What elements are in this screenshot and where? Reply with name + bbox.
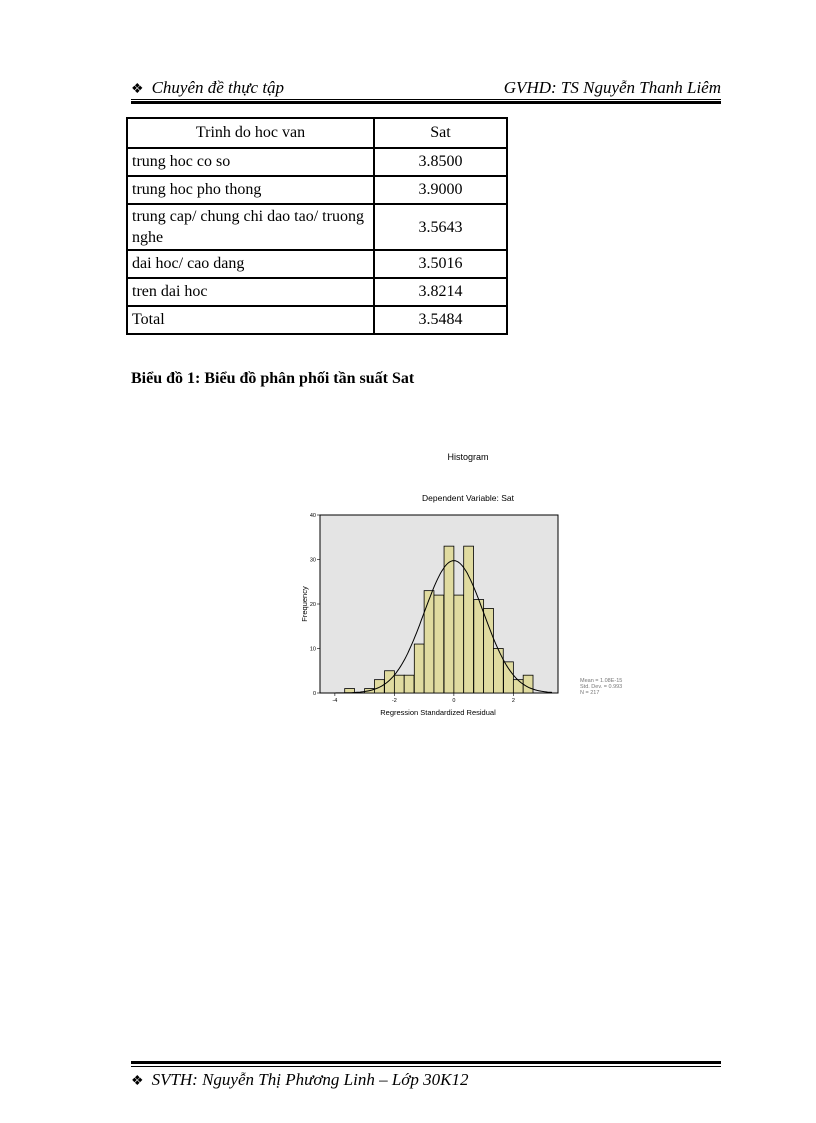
education-sat-table [126, 117, 508, 335]
histogram-bar [454, 595, 464, 693]
x-axis-label: Regression Standardized Residual [380, 708, 496, 717]
table-cell-label: dai hoc/ cao dang [127, 250, 374, 278]
table-row [127, 250, 507, 278]
chart-stats [580, 678, 622, 696]
table-cell-value: 3.5643 [374, 204, 507, 250]
diamond-bullet-icon: ❖ [131, 82, 144, 97]
header-supervisor: GVHD: TS Nguyễn Thanh Liêm [503, 78, 721, 97]
footer-rule-thick [131, 1061, 721, 1064]
x-tick-label: 2 [511, 698, 515, 704]
footer-rule-thin [131, 1066, 721, 1067]
x-axis-ticks [332, 693, 514, 704]
header-rule-thin [131, 99, 721, 100]
y-axis-ticks [310, 513, 320, 697]
table-header-sat: Sat [374, 118, 507, 148]
stat-mean: Mean = 1.08E-15 [580, 678, 623, 684]
table-cell-label: Total [127, 306, 374, 334]
table-cell-value: 3.5016 [374, 250, 507, 278]
histogram-bar [523, 675, 533, 693]
histogram-bar [474, 600, 484, 693]
table-row [127, 148, 507, 176]
diamond-bullet-icon: ❖ [131, 1074, 144, 1089]
header-title: Chuyên đề thực tập [151, 78, 285, 97]
table-header-education: Trinh do hoc van [127, 118, 374, 148]
chart-subtitle: Dependent Variable: Sat [422, 493, 514, 503]
table-cell-value: 3.8214 [374, 278, 507, 306]
table-cell-label: trung hoc co so [127, 148, 374, 176]
histogram-bar [385, 671, 395, 693]
footer-author: SVTH: Nguyễn Thị Phương Linh – Lớp 30K12 [151, 1070, 469, 1089]
histogram-bar [404, 675, 414, 693]
histogram-bar [504, 662, 514, 693]
table-cell-value: 3.9000 [374, 176, 507, 204]
table-header-row [127, 118, 507, 148]
table-row [127, 306, 507, 334]
histogram-chart [290, 445, 640, 725]
table-row [127, 278, 507, 306]
y-tick-label: 0 [312, 691, 316, 697]
histogram-bar [434, 595, 444, 693]
histogram-bar [374, 680, 384, 693]
table-cell-value: 3.8500 [374, 148, 507, 176]
y-tick-label: 40 [309, 513, 316, 519]
x-tick-label: 0 [452, 698, 456, 704]
header-left [131, 78, 284, 98]
chart-title: Histogram [447, 452, 489, 462]
histogram-bar [484, 608, 494, 693]
histogram-bar [394, 675, 404, 693]
chart-caption: Biểu đồ 1: Biểu đồ phân phối tần suất Sat [131, 370, 415, 387]
histogram-bar [444, 546, 454, 693]
histogram-bar [493, 649, 503, 694]
table-row [127, 204, 507, 250]
x-tick-label: -2 [391, 698, 397, 704]
stat-n: N = 217 [580, 690, 600, 696]
table-cell-value: 3.5484 [374, 306, 507, 334]
histogram-bar [414, 644, 424, 693]
y-tick-label: 30 [309, 557, 316, 564]
y-tick-label: 10 [309, 646, 316, 653]
histogram-bar [424, 591, 434, 693]
table-row [127, 176, 507, 204]
histogram-bar [513, 680, 523, 693]
table-cell-label: trung hoc pho thong [127, 176, 374, 204]
x-tick-label: -4 [332, 698, 338, 704]
page-footer [131, 1070, 468, 1090]
table-cell-label: tren dai hoc [127, 278, 374, 306]
stat-std-dev: Std. Dev. = 0.993 [580, 684, 623, 690]
y-axis-label: Frequency [300, 586, 309, 622]
y-tick-label: 20 [309, 602, 316, 608]
table-cell-label: trung cap/ chung chi dao tao/ truong nghe [127, 204, 374, 250]
header-rule-thick [131, 101, 721, 104]
histogram-bar [464, 546, 474, 693]
